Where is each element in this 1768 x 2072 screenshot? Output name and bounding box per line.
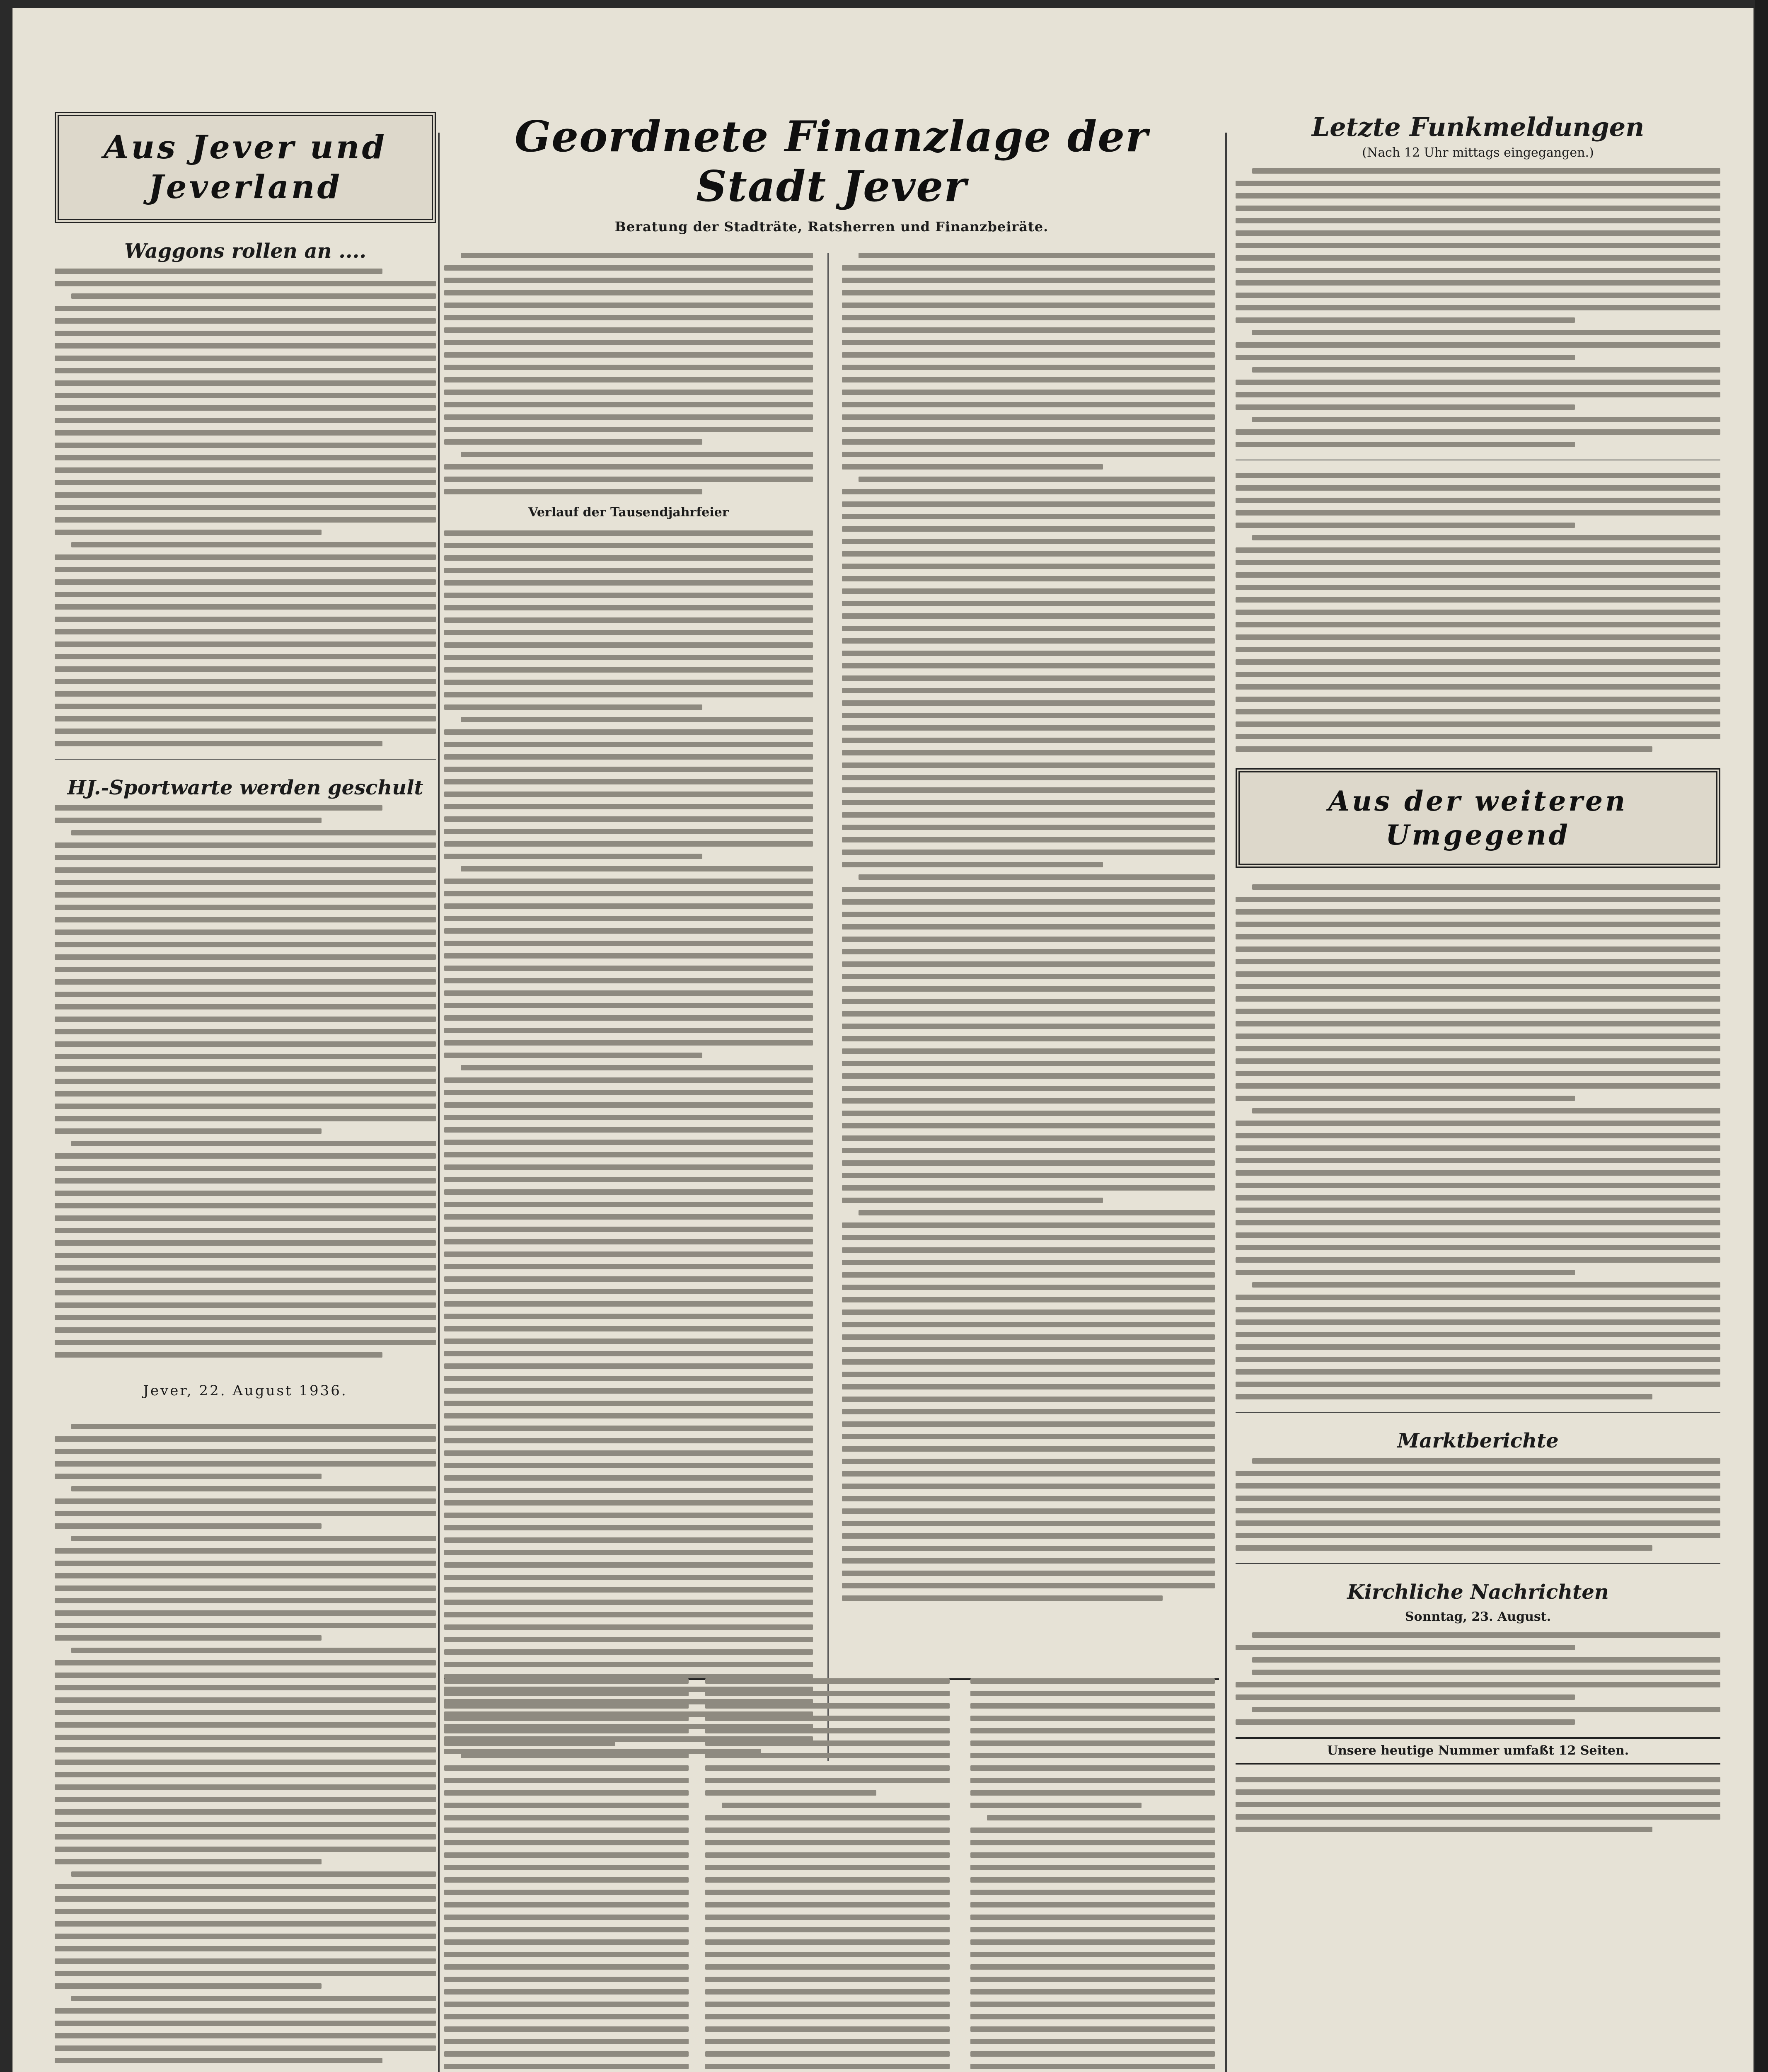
news-column-2 <box>705 1678 950 2072</box>
article-body <box>444 253 813 1761</box>
column-title: Letzte Funkmeldungen <box>1311 112 1645 142</box>
local-news-items <box>55 1424 436 2063</box>
pages-notice: Unsere heutige Nummer umfaßt 12 Seiten. <box>1327 1743 1629 1758</box>
section-frame <box>1236 768 1720 868</box>
market-report <box>1236 1458 1720 1551</box>
church-date: Sonntag, 23. August. <box>1405 1610 1551 1624</box>
dateline: Jever, 22. August 1936. <box>143 1382 348 1399</box>
imprint <box>1236 1777 1720 1832</box>
news-column-3 <box>970 1678 1215 2072</box>
newspaper-page <box>12 8 1753 2072</box>
radio-news-items <box>1236 168 1720 447</box>
article-body <box>842 253 1215 1608</box>
section-masthead: Aus Jever und Jeverland <box>104 128 387 206</box>
main-headline: Geordnete Finanzlage der Stadt Jever <box>515 112 1149 211</box>
news-column-1 <box>444 1678 689 2072</box>
center-column <box>444 112 1219 1786</box>
lower-center-block <box>444 1678 1219 2072</box>
article-body <box>1236 473 1720 752</box>
article-body <box>55 269 436 746</box>
main-subtitle: Beratung der Stadträte, Ratsherren und Finanzbeiräte. <box>614 219 1049 235</box>
right-column <box>1236 112 1720 1840</box>
section-frame-title: Aus der weiteren Umgegend <box>1328 785 1628 851</box>
market-title: Marktberichte <box>1397 1429 1559 1452</box>
section-masthead-frame <box>55 112 436 223</box>
church-title: Kirchliche Nachrichten <box>1347 1581 1609 1604</box>
article-body <box>55 805 436 1358</box>
article-title: Waggons rollen an .... <box>124 240 367 263</box>
column-note: (Nach 12 Uhr mittags eingegangen.) <box>1362 145 1594 160</box>
section-heading: Verlauf der Tausendjahrfeier <box>528 505 729 520</box>
left-column <box>55 112 436 2071</box>
scan-edge <box>1755 0 1768 2072</box>
regional-news-items <box>1236 884 1720 1399</box>
church-notices <box>1236 1632 1720 1725</box>
article-title: HJ.-Sportwarte werden geschult <box>67 776 423 799</box>
